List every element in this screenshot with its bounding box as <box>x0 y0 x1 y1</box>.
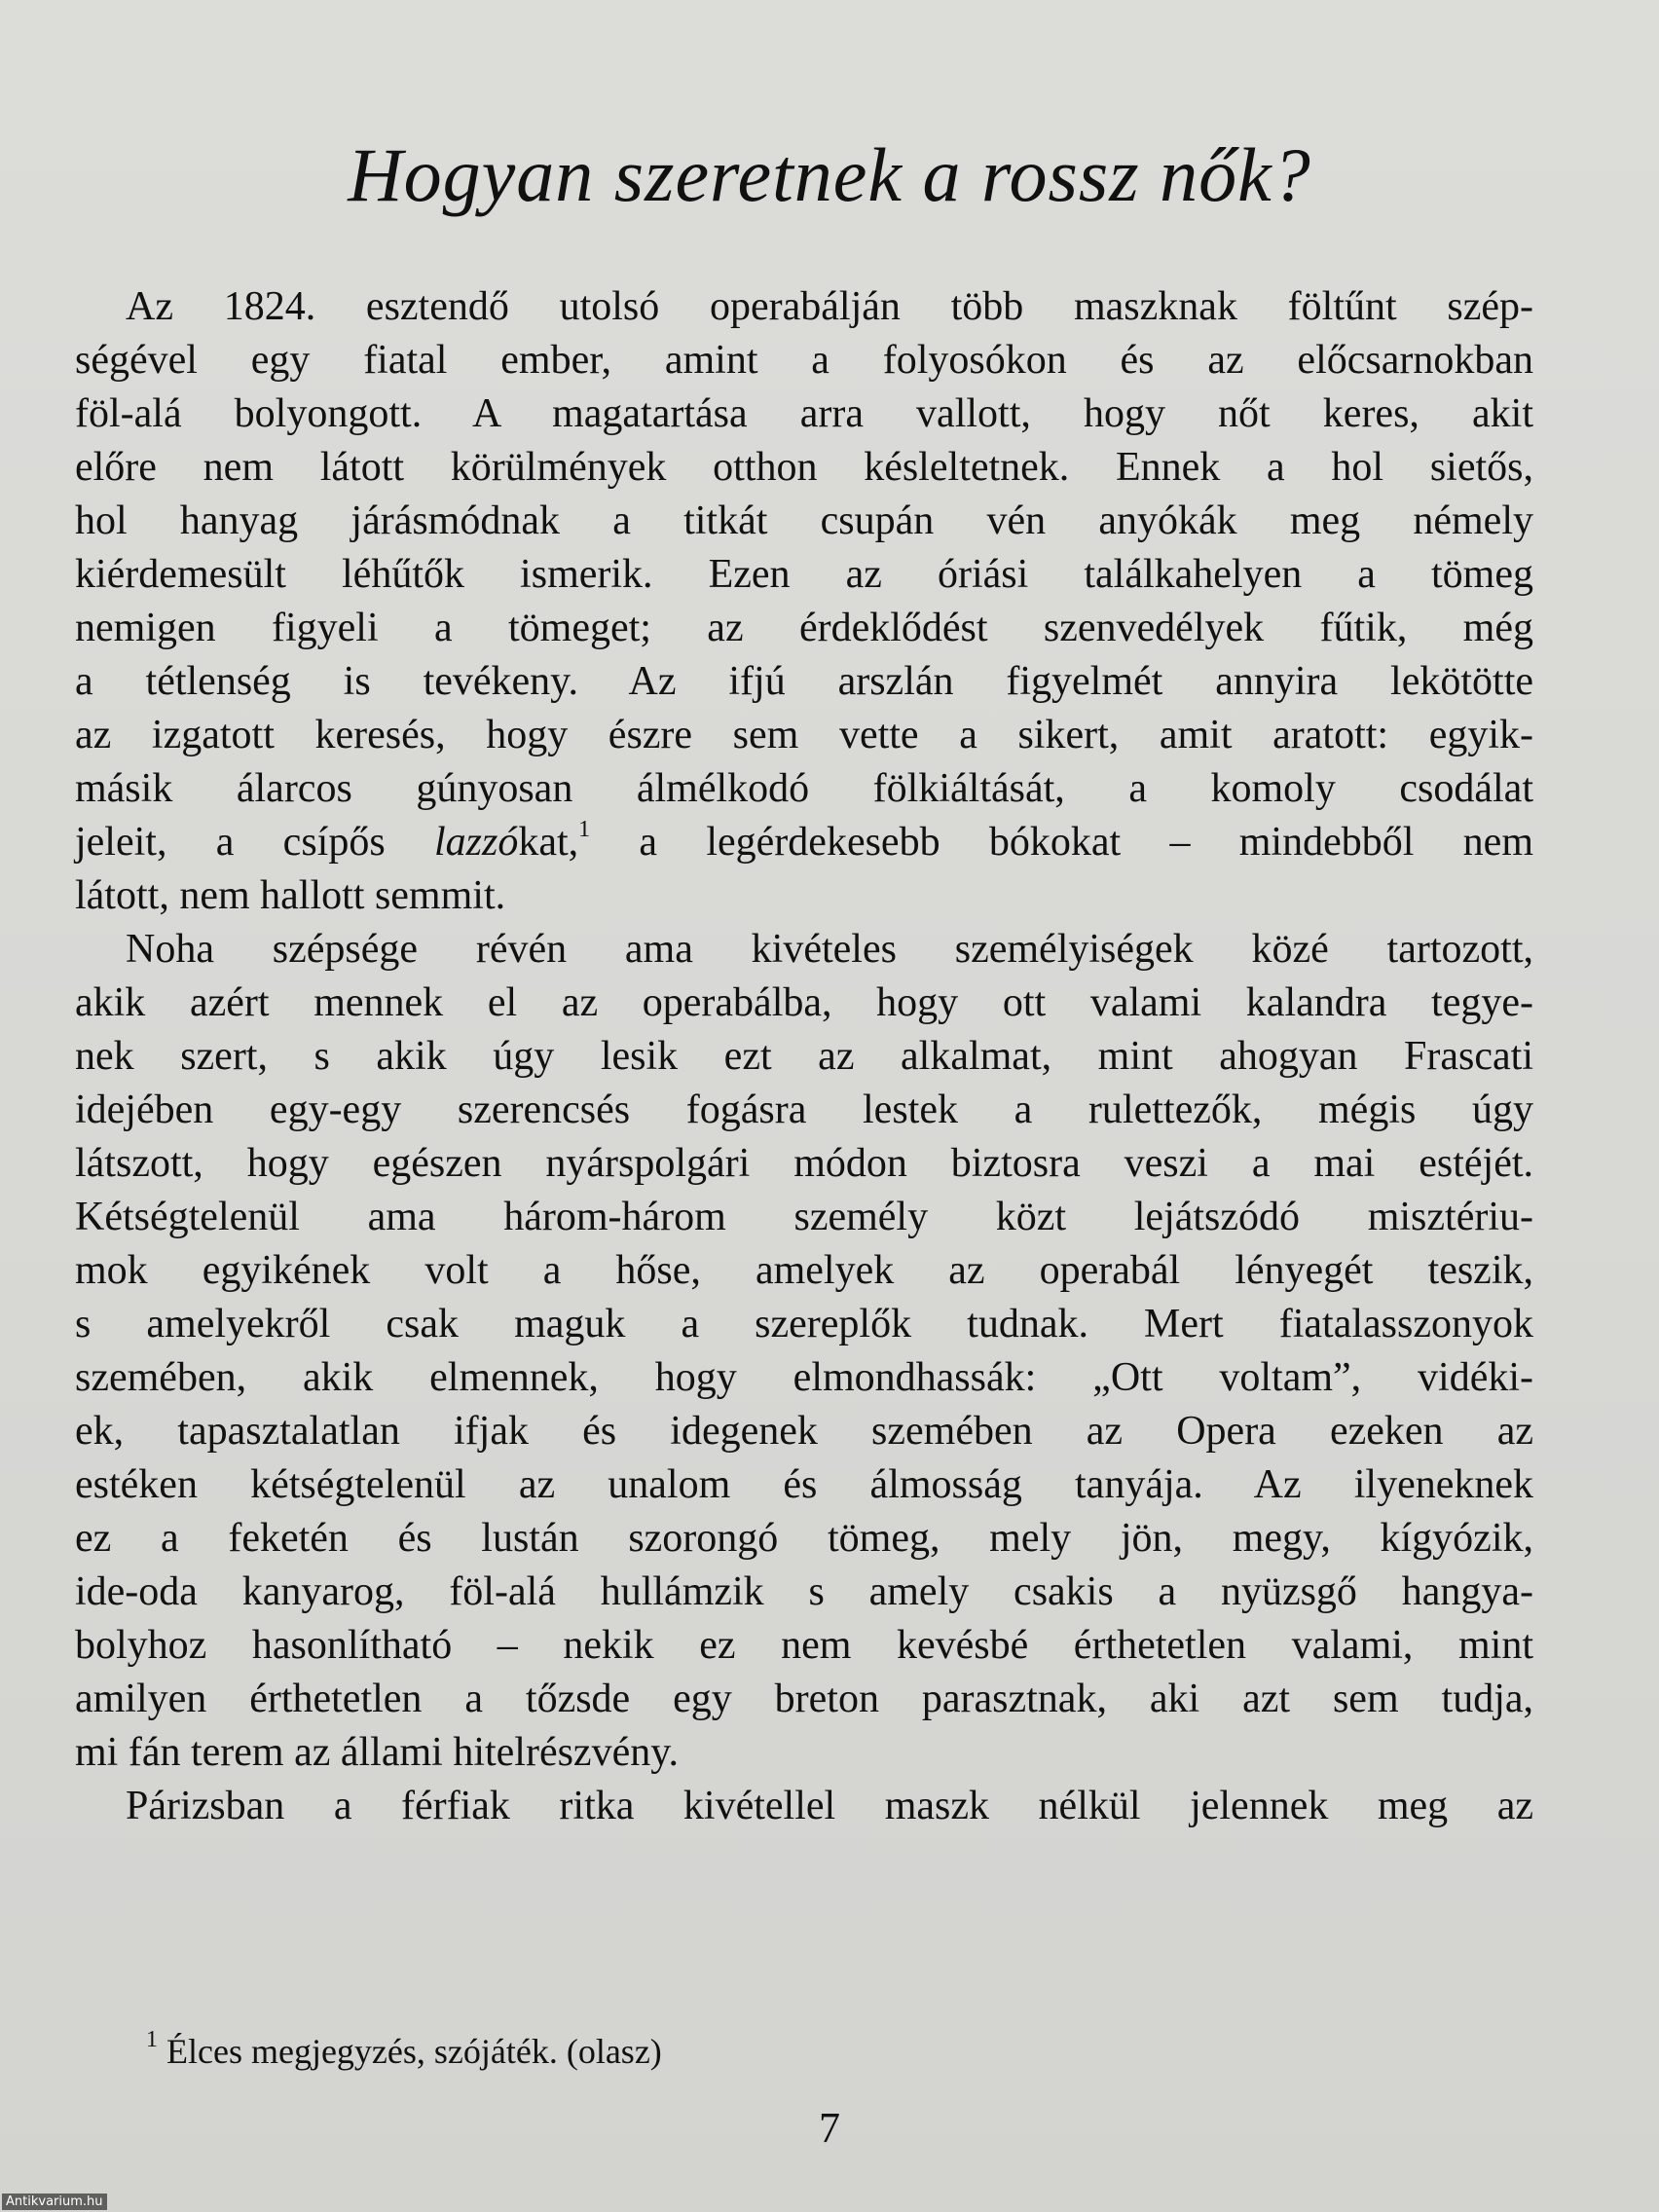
footnote-reference: 1 <box>578 817 591 842</box>
text-line: másik álarcos gúnyosan álmélkodó fölkiáltását, a komoly csodálat <box>75 766 1533 811</box>
text-line: Párizsban a férfiak ritka kivétellel maszk nélkül jelennek meg az <box>126 1784 1533 1828</box>
watermark: Antikvarium.hu <box>2 2194 107 2210</box>
page-number: 7 <box>819 2104 840 2152</box>
text-line: Az 1824. esztendő utolsó operabálján több maszknak föltűnt szép- <box>126 284 1533 329</box>
text-fragment: a legérdekesebb bókokat – mindebből nem <box>590 820 1533 865</box>
text-line: amilyen érthetetlen a tőzsde egy breton parasztnak, aki azt sem tudja, <box>75 1677 1533 1721</box>
text-fragment: kat, <box>518 820 579 865</box>
text-line: föl-alá bolyongott. A magatartása arra vallott, hogy nőt keres, akit <box>75 391 1533 436</box>
text-line: látott, nem hallott semmit. <box>75 873 506 918</box>
text-line: látszott, hogy egészen nyárspolgári módon biztosra veszi a mai estéjét. <box>75 1141 1533 1186</box>
text-line: a tétlenség is tevékeny. Az ifjú arszlán figyelmét annyira lekötötte <box>75 659 1533 704</box>
body-text <box>75 280 1533 1833</box>
text-line: nek szert, s akik úgy lesik ezt az alkalmat, mint ahogyan Frascati <box>75 1034 1533 1079</box>
text-line: mi fán terem az állami hitelrészvény. <box>75 1730 679 1775</box>
text-line: Noha szépsége révén ama kivételes személyiségek közé tartozott, <box>126 927 1533 972</box>
chapter-title: Hogyan szeretnek a rossz nők? <box>348 132 1311 217</box>
footnote-text: Élces megjegyzés, szójáték. (olasz) <box>158 2032 662 2071</box>
text-fragment: jeleit, a csípős <box>75 820 434 865</box>
text-line: ide-oda kanyarog, föl-alá hullámzik s amely csakis a nyüzsgő hangya- <box>75 1569 1533 1614</box>
italic-term: lazzó <box>433 820 519 865</box>
text-line: ez a feketén és lustán szorongó tömeg, mely jön, megy, kígyózik, <box>75 1516 1533 1561</box>
text-line-footnote-ref <box>75 816 1533 869</box>
text-line: idejében egy-egy szerencsés fogásra lestek a rulettezők, mégis úgy <box>75 1088 1533 1132</box>
footnote <box>146 2027 662 2072</box>
text-line: az izgatott keresés, hogy észre sem vette a sikert, amit aratott: egyik- <box>75 713 1533 757</box>
text-line: ségével egy fiatal ember, amint a folyosókon és az előcsarnokban <box>75 338 1533 383</box>
text-line: előre nem látott körülmények otthon késleltetnek. Ennek a hol sietős, <box>75 445 1533 490</box>
text-line: Kétségtelenül ama három-három személy közt lejátszódó misztériu- <box>75 1195 1533 1239</box>
footnote-marker: 1 <box>146 2027 158 2052</box>
text-line: szemében, akik elmennek, hogy elmondhassák: „Ott voltam”, vidéki- <box>75 1355 1533 1400</box>
text-line: s amelyekről csak maguk a szereplők tudnak. Mert fiatalasszonyok <box>75 1302 1533 1346</box>
text-line: estéken kétségtelenül az unalom és álmosság tanyája. Az ilyeneknek <box>75 1462 1533 1507</box>
text-line: akik azért mennek el az operabálba, hogy ott valami kalandra tegye- <box>75 980 1533 1025</box>
text-line: bolyhoz hasonlítható – nekik ez nem kevésbé érthetetlen valami, mint <box>75 1623 1533 1668</box>
text-line: nemigen figyeli a tömeget; az érdeklődést szenvedélyek fűtik, még <box>75 606 1533 650</box>
text-line: ek, tapasztalatlan ifjak és idegenek szemében az Opera ezeken az <box>75 1409 1533 1454</box>
text-line: kiérdemesült léhűtők ismerik. Ezen az óriási találkahelyen a tömeg <box>75 552 1533 597</box>
text-line: mok egyikének volt a hőse, amelyek az operabál lényegét teszik, <box>75 1248 1533 1293</box>
text-line: hol hanyag járásmódnak a titkát csupán vén anyókák meg némely <box>75 498 1533 543</box>
